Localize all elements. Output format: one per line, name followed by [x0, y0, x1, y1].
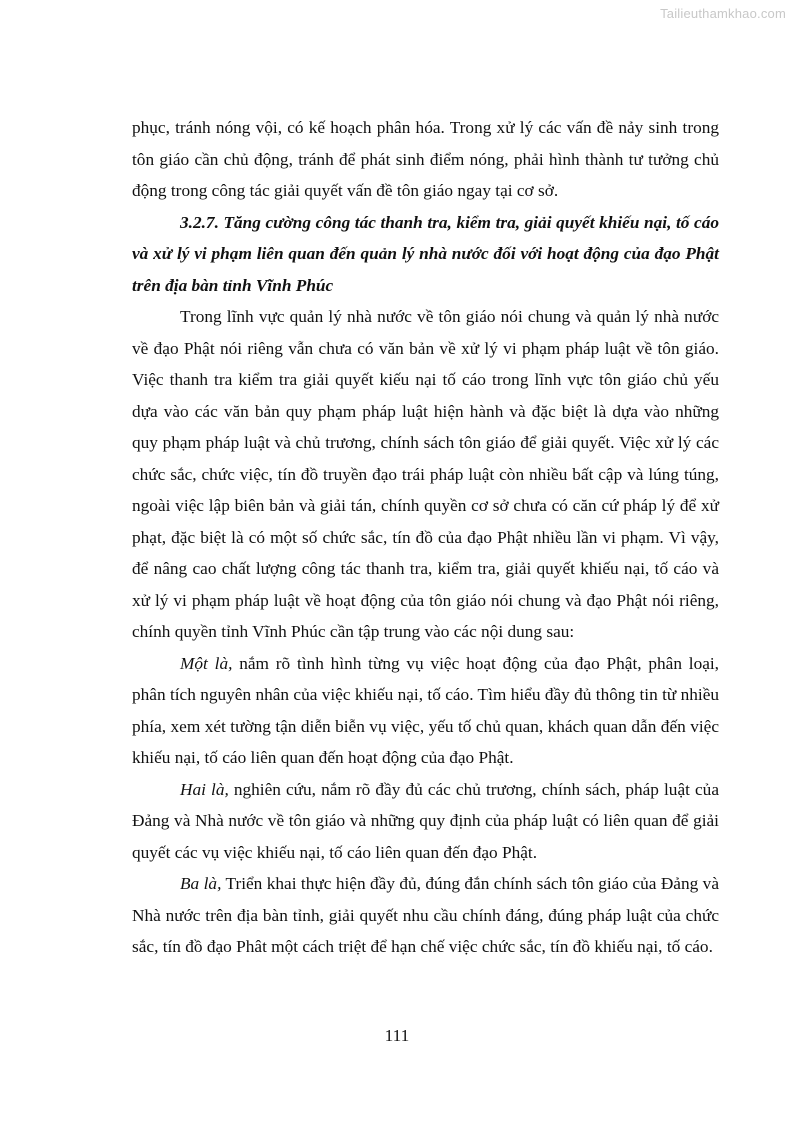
section-heading: 3.2.7. Tăng cường công tác thanh tra, kiểm tra, giải quyết khiếu nại, tố cáo và xử lý vi phạm liên quan đến quản lý nhà nước đối với hoạt động của đạo Phật trên địa bàn tỉnh Vĩnh Phúc: [132, 212, 719, 295]
point-two-lead: Hai là,: [180, 779, 229, 799]
paragraph-point-one: [132, 648, 719, 774]
paragraph-intro: Trong lĩnh vực quản lý nhà nước về tôn giáo nói chung và quản lý nhà nước về đạo Phật nói riêng vẫn chưa có văn bản về xử lý vi phạm pháp luật về tôn giáo. Việc thanh tra kiểm tra giải quyết kiếu nại tố cáo trong lĩnh vực tôn giáo chủ yếu dựa vào các văn bản quy phạm pháp luật hiện hành và đặc biệt là dựa vào những quy phạm pháp luật và chủ trương, chính sách tôn giáo để giải quyết. Việc xử lý các chức sắc, chức việc, tín đồ truyền đạo trái pháp luật còn nhiều bất cập và lúng túng, ngoài việc lập biên bản và giải tán, chính quyền cơ sở chưa có căn cứ pháp lý để xử phạt, đặc biệt là có một số chức sắc, tín đồ của đạo Phật nhiều lần vi phạm. Vì vậy, để nâng cao chất lượng công tác thanh tra, kiểm tra, giải quyết khiếu nại, tố cáo và xử lý vi phạm pháp luật về hoạt động của tôn giáo nói chung và đạo Phật nói riêng, chính quyền tỉnh Vĩnh Phúc cần tập trung vào các nội dung sau:: [132, 307, 719, 641]
point-one-lead: Một là,: [180, 653, 233, 673]
point-three-lead: Ba là,: [180, 874, 222, 893]
document-body: [132, 112, 719, 963]
page-number: 111: [384, 1026, 410, 1045]
paragraph-point-two: [132, 774, 719, 869]
point-one-text: nắm rõ tình hình từng vụ việc hoạt động của đạo Phật, phân loại, phân tích nguyên nhân của việc khiếu nại, tố cáo. Tìm hiểu đầy đủ thông tin từ nhiều phía, xem xét tường tận diễn biễn vụ việc, yếu tố chủ quan, khách quan dẫn đến việc khiếu nại, tố cáo liên quan đến hoạt động của đạo Phật.: [132, 653, 719, 767]
paragraph-continuation: phục, tránh nóng vội, có kế hoạch phân hóa. Trong xử lý các vấn đề nảy sinh trong tôn giáo cần chủ động, tránh để phát sinh điểm nóng, phải hình thành tư tưởng chủ động trong công tác giải quyết vấn đề tôn giáo ngay tại cơ sở.: [132, 118, 719, 200]
point-two-text: nghiên cứu, nắm rõ đầy đủ các chủ trương, chính sách, pháp luật của Đảng và Nhà nước về tôn giáo và những quy định của pháp luật có liên quan để giải quyết các vụ việc khiếu nại, tố cáo liên quan đến đạo Phật.: [132, 779, 719, 862]
point-three-text: Triển khai thực hiện đầy đủ, đúng đắn chính sách tôn giáo của Đảng và Nhà nước trên địa bàn tỉnh, giải quyết nhu cầu chính đáng, đúng pháp luật của chức sắc, tín đồ đạo Phât một cách triệt để hạn chế việc chức sắc, tín đồ khiếu nại, tố cáo.: [132, 874, 719, 956]
paragraph-point-three: [132, 868, 719, 963]
watermark: Tailieuthamkhao.com: [660, 6, 786, 21]
